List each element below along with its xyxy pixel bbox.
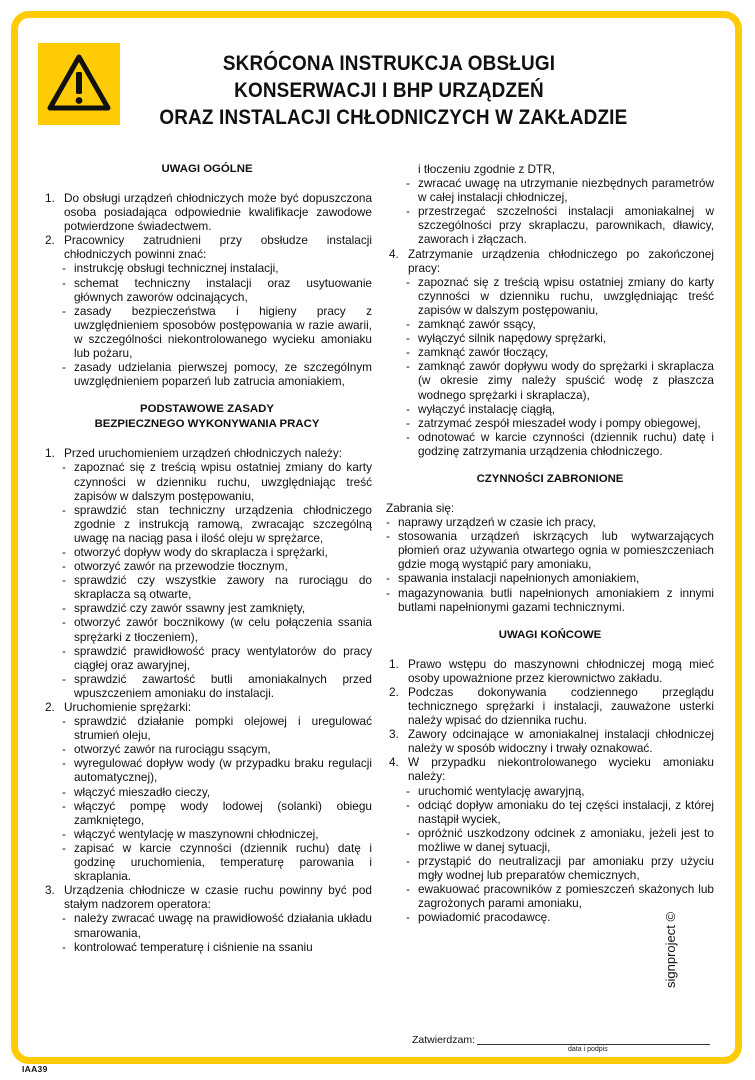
list-item: - zapisać w karcie czynności (dziennik ruchu) datę i godzinę uruchomienia, temperaturę parowania i skraplania. xyxy=(62,840,372,884)
item-number: 1. xyxy=(45,191,55,205)
rules-item-2 xyxy=(42,700,372,714)
list-item: - należy zwracać uwagę na prawidłowość działania układu smarowania, xyxy=(62,911,372,940)
final-item-4 xyxy=(386,755,714,783)
heading-final: UWAGI KOŃCOWE xyxy=(498,628,602,641)
list-item: - sprawdzić działanie pompki olejowej i uregulować strumień oleju, xyxy=(62,714,372,743)
rules-item-1 xyxy=(42,446,372,460)
list-item: - zwracać uwagę na utrzymanie niezbędnych parametrów w całej instalacji chłodniczej, xyxy=(406,176,714,205)
item-text: W przypadku niekontrolowanego wycieku amoniaku należy: xyxy=(408,755,714,784)
item-text: Do obsługi urządzeń chłodniczych może być dopuszczona osoba posiadająca odpowiednie kwalifikacje zawodowe potwierdzone świadectwem. xyxy=(64,191,372,234)
list-item: - zapoznać się z treścią wpisu ostatniej zmiany do karty czynności w dzienniku ruchu, uwzględniając treść zapisów w dalszym postępowaniu, xyxy=(62,460,372,503)
product-code: IAA39 xyxy=(22,1064,48,1074)
list-item: - wyłączyć silnik napędowy sprężarki, xyxy=(406,331,607,346)
item-text: Uruchomienie sprężarki: xyxy=(64,700,192,714)
item-number: 1. xyxy=(389,656,399,671)
signature-caption: data i podpis xyxy=(568,1046,608,1053)
item-text: Zatrzymanie urządzenia chłodniczego po zakończonej pracy: xyxy=(408,246,714,275)
list-item: - wyregulować dopływ wody (w przypadku braku regulacji automatycznej), xyxy=(62,756,372,785)
list-item: - przystąpić do neutralizacji par amoniaku przy użyciu mgły wodnej lub preparatów chemicznych, xyxy=(406,854,714,883)
list-item: - sprawdzić czy zawór ssawny jest zamknięty, xyxy=(62,601,306,616)
final-item-1 xyxy=(386,657,714,685)
rules-item-4 xyxy=(386,247,714,275)
list-item-continued: i tłoczeniu zgodnie z DTR, xyxy=(418,162,556,176)
brand-mark: signproject © xyxy=(663,911,678,988)
list-item: - odciąć dopływ amoniaku do tej części instalacji, z której nastąpił wyciek, xyxy=(406,797,714,826)
item-number: 4. xyxy=(389,755,399,770)
item-number: 4. xyxy=(389,246,399,261)
final-item-3 xyxy=(386,727,714,755)
list-item: - ewakuować pracowników z pomieszczeń skażonych lub zagrożonych parami amoniaku, xyxy=(406,882,714,911)
item-number: 2. xyxy=(45,233,55,248)
final-item-2 xyxy=(386,685,714,727)
item-number: 3. xyxy=(45,883,55,898)
item-number: 2. xyxy=(389,684,399,699)
page-title xyxy=(159,50,628,131)
list-item: - otworzyć dopływ wody do skraplacza i sprężarki, xyxy=(62,544,328,559)
item-text: Przed uruchomieniem urządzeń chłodniczych należy: xyxy=(64,446,343,461)
list-item: - schemat techniczny instalacji oraz usytuowanie głównych zaworów odcinających, xyxy=(62,275,372,304)
forbidden-intro: Zabrania się: xyxy=(386,500,455,515)
heading-rules-line-2: BEZPIECZNEGO WYKONYWANIA PRACY xyxy=(94,418,320,431)
list-item: - odnotować w karcie czynności (dziennik ruchu) datę i godzinę zatrzymania urządzenia chłodniczego. xyxy=(406,429,714,458)
warning-sign xyxy=(38,43,120,125)
list-item: - włączyć wentylację w maszynowni chłodniczej, xyxy=(62,826,319,841)
heading-general: UWAGI OGÓLNE xyxy=(161,163,253,175)
list-item: - uruchomić wentylację awaryjną, xyxy=(406,783,585,798)
item-text: Urządzenia chłodnicze w czasie ruchu powinny być pod stałym nadzorem operatora: xyxy=(64,883,372,912)
item-number: 3. xyxy=(389,727,399,742)
list-item: - zapoznać się z treścią wpisu ostatniej zmiany do karty czynności w dzienniku ruchu, uwzględniając treść zapisów w dalszym postępowaniu, xyxy=(406,274,714,317)
list-item: - kontrolować temperaturę i ciśnienie na ssaniu xyxy=(62,939,313,954)
list-item: - sprawdzić stan techniczny urządzenia chłodniczego zgodnie z instrukcją ramową, zwracając szczególną uwagę na naciąg pasa i ilość oleju w sprężarce, xyxy=(62,502,372,545)
signature-label: Zatwierdzam: xyxy=(412,1034,476,1046)
list-item: - otworzyć zawór na rurociągu ssącym, xyxy=(62,742,271,757)
list-item: - zasady udzielania pierwszej pomocy, ze szczególnym uwzględnieniem poparzeń lub zatrucia amoniakiem, xyxy=(62,360,372,389)
list-item: - naprawy urządzeń w czasie ich pracy, xyxy=(386,515,596,530)
item-number: 1. xyxy=(45,446,55,461)
heading-rules xyxy=(42,402,372,432)
heading-rules-line-1: PODSTAWOWE ZASADY xyxy=(140,403,274,416)
title-line-3: ORAZ INSTALACJI CHŁODNICZYCH W ZAKŁADZIE xyxy=(159,105,628,129)
title-line-1: SKRÓCONA INSTRUKCJA OBSŁUGI xyxy=(222,51,556,75)
right-column xyxy=(386,162,714,925)
item-number: 2. xyxy=(45,700,55,714)
title-line-2: KONSERWACJI I BHP URZĄDZEŃ xyxy=(234,78,544,102)
item-text: Prawo wstępu do maszynowni chłodniczej mogą mieć osoby upoważnione przez kierownictwo zakładu. xyxy=(408,656,714,685)
item-text: Podczas dokonywania codziennego przeglądu technicznego sprężarki i instalacji, zauważone usterki należy wpisać do dziennika ruchu. xyxy=(408,684,714,728)
list-item: - zamknąć zawór ssący, xyxy=(406,317,536,332)
list-item: - otworzyć zawór bocznikowy (w celu połączenia ssania sprężarki z tłoczeniem), xyxy=(62,615,372,644)
list-item: - zatrzymać zespół mieszadeł wody i pompy obiegowej, xyxy=(406,415,701,430)
signature-line xyxy=(477,1044,710,1045)
list-item: - zamknąć zawór tłoczący, xyxy=(406,345,549,360)
list-item: - instrukcję obsługi technicznej instalacji, xyxy=(62,261,279,276)
item-text: Zawory odcinające w amoniakalnej instalacji chłodniczej należy w sposób widoczny i trwały oznakować. xyxy=(408,727,714,756)
rules-item-3 xyxy=(42,883,372,911)
warning-triangle-icon xyxy=(47,53,111,113)
list-item: - sprawdzić prawidłowość pracy wentylatorów do pracy ciągłej oraz awaryjnej, xyxy=(62,643,372,672)
list-item: - zamknąć zawór dopływu wody do sprężarki i skraplacza (w okresie zimy należy spuścić wodę z płaszcza wodnego sprężarki i skraplacza), xyxy=(406,359,714,402)
list-item: - sprawdzić czy wszystkie zawory na rurociągu do skraplacza są otwarte, xyxy=(62,573,372,602)
list-item: - wyłączyć instalację ciągłą, xyxy=(406,401,556,416)
list-item: - spawania instalacji napełnionych amoniakiem, xyxy=(386,571,640,586)
list-item: - sprawdzić zawartość butli amoniakalnych przed wpuszczeniem amoniaku do instalacji. xyxy=(62,671,372,700)
left-column xyxy=(42,162,372,954)
heading-forbidden: CZYNNOŚCI ZABRONIONE xyxy=(476,472,624,485)
list-item: - magazynowania butli napełnionych amoniakiem z innymi butlami napełnionymi gazami technicznymi. xyxy=(386,585,714,614)
list-item: - otworzyć zawór na przewodzie tłocznym, xyxy=(62,559,288,574)
list-item: - stosowania urządzeń iskrzących lub wytwarzających płomień oraz używania otwartego ognia w pomieszczeniach gdzie mogą wystąpić pary amoniaku, xyxy=(386,529,714,572)
list-item: - powiadomić pracodawcę. xyxy=(406,910,551,925)
list-item: - zasady bezpieczeństwa i higieny pracy z uwzględnieniem sposobów postępowania w razie awarii, w szczególności niekontrolowanego wycieku amoniaku lub pożaru, xyxy=(62,303,372,361)
item-text: Pracownicy zatrudnieni przy obsłudze instalacji chłodniczych powinni znać: xyxy=(64,233,372,262)
list-item: - opróżnić uszkodzony odcinek z amoniaku, jeżeli jest to możliwe w danej sytuacji, xyxy=(406,825,714,854)
list-item: - włączyć mieszadło cieczy, xyxy=(62,784,211,799)
list-item: - przestrzegać szczelności instalacji amoniakalnej w szczególności przy skraplaczu, parownikach, dławicy, zaworach i złączach. xyxy=(406,204,714,247)
list-item: - włączyć pompę wody lodowej (solanki) obiegu zamkniętego, xyxy=(62,798,372,827)
general-item-1 xyxy=(42,191,372,233)
general-item-2 xyxy=(42,233,372,261)
